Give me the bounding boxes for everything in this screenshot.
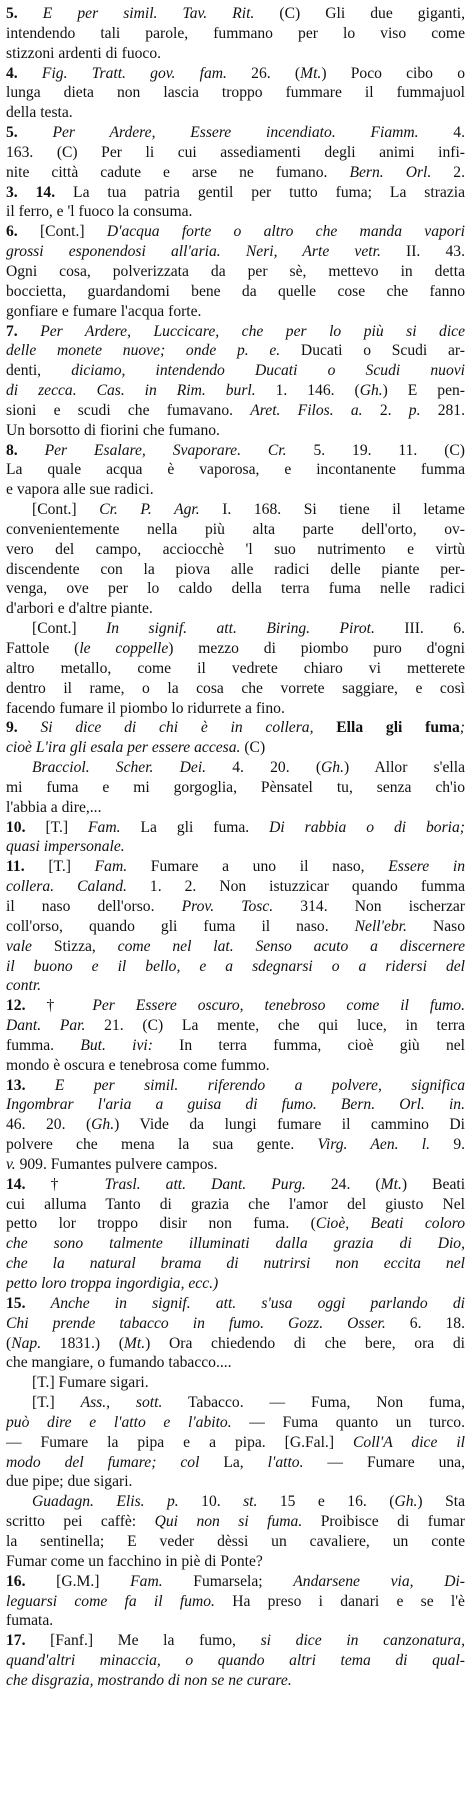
text-span: che la natural brama di nutrirsi non eccita nel <box>6 1255 465 1273</box>
text-line <box>6 857 465 877</box>
text-line <box>6 361 465 381</box>
text-span: Chi prende tabacco in fumo. Gozz. Osser. <box>6 1314 386 1332</box>
text-line <box>6 1532 465 1552</box>
text-line <box>6 1294 465 1314</box>
text-line <box>6 758 465 778</box>
text-line <box>6 619 465 639</box>
text-span: vale <box>6 937 32 955</box>
text-line <box>6 520 465 540</box>
text-line <box>6 222 465 242</box>
text-span: denti, <box>6 362 72 380</box>
text-span: ) mezzo di piombo puro d'ogni <box>168 640 465 657</box>
text-span: E per simil. riferendo a polvere, significa <box>54 1076 465 1094</box>
text-span: [Cont.] <box>32 501 100 519</box>
text-span: collera. Caland. <box>6 878 127 896</box>
text-span: Mt. <box>123 1334 146 1352</box>
text-span: Fumare a uno il naso, <box>127 858 389 876</box>
text-span: II. 43. <box>380 243 465 261</box>
text-span: [Fanf.] Me la fumo, <box>50 1632 261 1650</box>
text-span: Coll'A dice il <box>353 1433 465 1451</box>
text-span: Di rabbia o di boria; <box>269 818 465 836</box>
text-span: 24. ( <box>305 1175 381 1193</box>
text-line <box>6 699 465 719</box>
text-line <box>6 1651 465 1671</box>
sense-number: 8. <box>6 441 45 459</box>
text-span: 1831.) ( <box>41 1334 124 1352</box>
text-span: 6. 18. <box>385 1314 465 1332</box>
text-span: che disgrazia, mostrando di non se ne curare. <box>6 1671 292 1689</box>
text-line <box>6 302 465 322</box>
text-span: In signif. att. Biring. Pirot. <box>106 620 375 638</box>
text-span: Ingombrar l'aria a guisa di fumo. Bern. Orl. in. <box>6 1096 465 1114</box>
sense-number: 5. <box>6 5 43 22</box>
text-line <box>6 441 465 461</box>
text-span: che sono talmente illuminati dalla grazia di Dio, <box>6 1235 465 1253</box>
text-span: 10. <box>178 1493 244 1511</box>
text-line <box>6 1076 465 1096</box>
text-span: cui alluma Tanto di grazia che l'amor del giusto Nel <box>6 1195 465 1213</box>
text-span: Virg. Aen. l. <box>317 1136 431 1154</box>
text-line <box>6 1631 465 1651</box>
text-line <box>6 679 465 699</box>
text-span: [T.] <box>45 818 89 836</box>
text-line <box>6 1433 465 1453</box>
text-span: 4. <box>418 124 465 142</box>
text-line <box>6 1592 465 1612</box>
text-line <box>6 1572 465 1592</box>
text-line <box>6 123 465 143</box>
text-line <box>6 540 465 560</box>
text-span: può dire e l'atto e l'abito. <box>6 1413 232 1431</box>
text-span: Fam. <box>88 818 121 836</box>
text-span: Per Ardere, Luccicare, che per lo più si dice <box>40 322 465 340</box>
text-span: il buono e il bello, e a sdegnarsi o a ridersi del <box>6 957 465 975</box>
text-span: Andarsene via, Di- <box>293 1572 465 1590</box>
text-span: Naso <box>406 917 465 935</box>
text-span: Nap. <box>11 1334 42 1352</box>
text-span: quand'altri minaccia, o quando altri tema di qual- <box>6 1652 465 1670</box>
text-span: Gh. <box>359 382 383 400</box>
text-span: Bracciol. Scher. Dei. <box>32 759 207 777</box>
text-line <box>6 837 465 857</box>
text-line <box>6 1155 465 1175</box>
text-span: v. <box>6 1155 16 1173</box>
text-line <box>6 341 465 361</box>
text-line <box>6 1175 465 1195</box>
text-line <box>6 798 465 818</box>
text-span: Cr. P. Agr. <box>99 501 200 519</box>
text-line <box>6 976 465 996</box>
text-span: p. <box>408 401 421 419</box>
text-span: Fam. <box>94 858 128 876</box>
text-span: 46. 20. ( <box>6 1116 92 1134</box>
text-span: mondo è oscura e tenebrosa come fummo. <box>6 1056 270 1074</box>
text-line <box>6 1611 465 1631</box>
text-span: 909. Fumantes pulvere campos. <box>15 1155 218 1173</box>
sense-number: 7. <box>6 322 41 340</box>
text-span: Trasl. att. Dant. Purg. <box>104 1175 306 1193</box>
text-span: sioni e scudi che fumavano. <box>6 401 251 419</box>
text-span: Ducati o Scudi ar- <box>280 342 465 360</box>
text-span: Per Esalare, Svaporare. Cr. <box>44 441 287 459</box>
dictionary-entry-text <box>6 4 465 1691</box>
text-span: Un borsotto di fiorini che fumano. <box>6 421 220 439</box>
text-line <box>6 1334 465 1354</box>
text-span: La gli fuma. <box>120 818 270 836</box>
text-span: e vapora alle sue radici. <box>6 481 154 499</box>
text-span: Per Essere oscuro, tenebroso come il fumo. <box>92 997 465 1015</box>
text-span: petto lor troppo disir non fuma. ( <box>6 1215 316 1233</box>
text-span: 5. 19. 11. (C) <box>286 441 465 459</box>
text-line <box>6 1671 465 1691</box>
text-line <box>6 64 465 84</box>
text-span: Cioè, Beati coloro <box>315 1215 465 1233</box>
sense-number: 4. <box>6 64 42 82</box>
text-span: Guadagn. Elis. p. <box>32 1493 179 1511</box>
text-line <box>6 83 465 103</box>
text-span: Bern. Orl. <box>349 163 432 181</box>
text-span: 9. <box>430 1136 465 1154</box>
text-span: 163. (C) Per li cui assediamenti degli animi infi- <box>6 143 465 161</box>
text-span: III. 6. <box>374 620 465 638</box>
text-span: Gh. <box>91 1116 115 1134</box>
text-span: cioè L'ira gli esala per essere accesa. <box>6 739 241 757</box>
text-line <box>6 1234 465 1254</box>
text-line <box>6 1393 465 1413</box>
text-span: la sentinella; E veder dèssi un cavaliere, un conte <box>6 1532 465 1550</box>
text-span: Fam. <box>130 1572 163 1590</box>
text-line <box>6 1413 465 1433</box>
text-span: Essere in <box>388 858 465 876</box>
sense-number: Ella gli fuma <box>336 719 460 737</box>
text-line <box>6 381 465 401</box>
text-span: ) Poco cibo o <box>321 64 465 82</box>
text-line <box>6 1135 465 1155</box>
text-span: [T.] <box>32 1394 81 1412</box>
text-span: leguarsi come fa il fumo. <box>6 1592 215 1610</box>
sense-number: 17. <box>6 1632 51 1650</box>
text-span: mi fuma e mi gorgoglia, Pènsatel tu, senza ch'io <box>6 778 465 796</box>
text-span: [G.M.] <box>56 1572 131 1590</box>
text-span: discendente con la piova alle radici delle piante per- <box>6 560 465 578</box>
text-span: † <box>50 1175 105 1193</box>
text-span: [T.] <box>48 858 95 876</box>
text-line <box>6 322 465 342</box>
text-span: — Fumare la pipa e a pipa. [G.Fal.] <box>6 1433 353 1451</box>
text-span: dentro il rame, o la cosa che vorrete saggiare, e così <box>6 679 465 697</box>
text-line <box>6 1453 465 1473</box>
text-line <box>6 262 465 282</box>
text-span: [Cont.] <box>39 223 107 241</box>
text-line <box>6 1314 465 1334</box>
text-line <box>6 4 465 24</box>
text-span: ) Beati <box>401 1175 465 1193</box>
text-span: ) E pen- <box>382 382 465 400</box>
text-span: ( <box>6 1334 12 1352</box>
sense-number: 14. <box>6 1175 51 1193</box>
text-span: I. 168. Si tiene il letame <box>199 501 465 519</box>
sense-number: 5. <box>6 124 53 142</box>
text-span: Fig. Tratt. gov. fam. <box>41 64 227 82</box>
text-span: Si dice di chi è in collera, <box>40 719 337 737</box>
text-span: Stizza, <box>31 937 118 955</box>
text-line <box>6 579 465 599</box>
text-span: 281. <box>420 401 465 419</box>
text-span: boccietta, guardandomi bene da quelle cose che fanno <box>6 282 465 300</box>
text-line <box>6 242 465 262</box>
text-line <box>6 1214 465 1234</box>
text-line <box>6 778 465 798</box>
text-span: Ha preso i danari e se l'è <box>214 1592 465 1610</box>
text-span: il naso dell'orso. <box>6 897 182 915</box>
text-span: nite città cadute e arse ne fumano. <box>6 163 350 181</box>
text-line <box>6 659 465 679</box>
text-span: della testa. <box>6 104 73 122</box>
text-line <box>6 1274 465 1294</box>
text-span: Per Ardere, Essere incendiato. Fiamm. <box>52 124 419 142</box>
sense-number: 11. <box>6 858 49 876</box>
text-line <box>6 877 465 897</box>
text-span: — Fuma quanto un turco. <box>231 1413 465 1431</box>
text-line <box>6 996 465 1016</box>
text-span: Fumar come un facchino in piè di Ponte? <box>6 1552 263 1570</box>
text-span: (C) <box>240 739 266 757</box>
text-span: La, <box>199 1453 268 1471</box>
text-span: But. ivi: <box>80 1036 153 1054</box>
text-span: — Fumare una, <box>303 1453 465 1471</box>
text-span: Gh. <box>321 759 344 777</box>
text-span: venga, ove per lo caldo della terra fuma nelle radici <box>6 580 465 598</box>
text-line <box>6 500 465 520</box>
text-line <box>6 917 465 937</box>
text-line <box>6 639 465 659</box>
text-span: ) Vide da lungi fumare il cammino Di <box>114 1116 465 1134</box>
text-span: ; <box>459 719 465 737</box>
text-span: come nel lat. Senso acuto a discernere <box>117 937 465 955</box>
text-line <box>6 202 465 222</box>
text-line <box>6 937 465 957</box>
text-span: 15 e 16. ( <box>257 1493 395 1511</box>
text-span: Aret. Filos. a. <box>250 401 363 419</box>
text-span: La quale acqua è vaporosa, e incontanente fumma <box>6 461 465 479</box>
text-line <box>6 421 465 441</box>
sense-number: 6. <box>6 223 40 241</box>
text-span: ) Allor s'ella <box>343 759 465 777</box>
text-span: di zecca. Cas. in Rim. burl. <box>6 382 256 400</box>
text-span: 1. 2. Non istuzzicar quando fumma <box>126 878 465 896</box>
text-span: quasi impersonale. <box>6 838 125 856</box>
text-span: 21. (C) La mente, che qui luce, in terra <box>85 1017 465 1035</box>
text-line <box>6 1056 465 1076</box>
text-line <box>6 599 465 619</box>
text-span: [Cont.] <box>32 620 107 638</box>
sense-number: 9. <box>6 719 41 737</box>
text-line <box>6 1195 465 1215</box>
text-line <box>6 1472 465 1492</box>
text-line <box>6 897 465 917</box>
text-span: fumma. <box>6 1036 81 1054</box>
text-span: facendo fumare il piombo lo ridurrete a fino. <box>6 699 285 717</box>
sense-number: 15. <box>6 1294 51 1312</box>
sense-number: 3. 14. <box>6 183 74 201</box>
text-span: La tua patria gentil per tutto fuma; La strazia <box>73 183 465 201</box>
text-span: Nell'ebr. <box>354 917 407 935</box>
text-span: lunga dieta non lascia troppo fummare il fummajuol <box>6 84 465 102</box>
text-span: Mt. <box>380 1175 402 1193</box>
text-span: grossi esponendosi all'aria. Neri, Arte vetr. <box>6 243 381 261</box>
text-line <box>6 1016 465 1036</box>
text-span: polvere che mena la sua gente. <box>6 1136 318 1154</box>
text-span: Gh. <box>394 1493 418 1511</box>
text-line <box>6 1254 465 1274</box>
text-span: convenientemente nella più alta parte dell'orto, ov- <box>6 520 465 538</box>
text-span: † <box>46 997 93 1015</box>
text-span: le coppelle <box>79 640 169 657</box>
text-span: Ogni cosa, polverizzata da per sè, mettevo in detta <box>6 262 465 280</box>
text-span: scritto pei caffè: <box>6 1513 155 1531</box>
sense-number: 10. <box>6 818 46 836</box>
text-line <box>6 957 465 977</box>
text-line <box>6 480 465 500</box>
text-span: contr. <box>6 977 42 995</box>
text-line <box>6 1512 465 1532</box>
text-span: fumata. <box>6 1612 54 1630</box>
text-line <box>6 1373 465 1393</box>
text-span: coll'orso, quando gli fuma il naso. <box>6 917 355 935</box>
text-span: l'abbia a dire,... <box>6 798 102 816</box>
text-span: il ferro, e 'l fuoco la consuma. <box>6 203 193 221</box>
text-span: E per simil. Tav. Rit. <box>42 5 255 22</box>
text-span: 4. 20. ( <box>206 759 322 777</box>
text-line <box>6 44 465 64</box>
text-line <box>6 1036 465 1056</box>
text-line <box>6 738 465 758</box>
text-span: ) Sta <box>417 1493 465 1511</box>
text-span: delle monete nuove; onde p. e. <box>6 342 281 360</box>
text-span: 2. <box>362 401 409 419</box>
text-line <box>6 1492 465 1512</box>
text-span: Anche in signif. att. s'usa oggi parlando di <box>50 1294 465 1312</box>
text-span: diciamo, intendendo Ducati o Scudi nuovi <box>71 362 465 380</box>
text-span: ) Ora chiedendo di che bere, ora di <box>145 1334 465 1352</box>
text-span: In terra fumma, cioè giù nel <box>152 1036 465 1054</box>
text-span: D'acqua forte o altro che manda vapori <box>106 223 465 241</box>
text-line <box>6 143 465 163</box>
text-span: intendendo tali parole, fummano per lo viso come <box>6 24 465 42</box>
text-line <box>6 24 465 44</box>
text-span: 314. Non ischerzar <box>273 897 465 915</box>
text-line <box>6 103 465 123</box>
text-line <box>6 818 465 838</box>
text-span: 26. ( <box>226 64 301 82</box>
text-line <box>6 1552 465 1572</box>
text-span: Proibisce di fumar <box>302 1513 465 1531</box>
text-span: modo del fumare; col <box>6 1453 200 1471</box>
sense-number: 13. <box>6 1076 55 1094</box>
text-span: Mt. <box>300 64 322 82</box>
text-span: gonfiare e fumare l'acqua forte. <box>6 302 202 320</box>
text-span: vero del campo, acciocchè 'l suo nutrimento e virtù <box>6 540 465 558</box>
text-line <box>6 718 465 738</box>
text-line <box>6 560 465 580</box>
sense-number: 12. <box>6 997 47 1015</box>
text-span: l'atto. <box>267 1453 304 1471</box>
text-span: [T.] Fumare sigari. <box>32 1374 149 1392</box>
text-span: Prov. Tosc. <box>181 897 274 915</box>
text-span: (C) Gli due giganti, <box>254 5 465 22</box>
text-line <box>6 1115 465 1135</box>
text-line <box>6 163 465 183</box>
text-line <box>6 460 465 480</box>
text-span: Tabacco. — Fuma, Non fuma, <box>162 1394 465 1412</box>
text-line <box>6 1095 465 1115</box>
text-span: si dice in canzonatura, <box>260 1632 465 1650</box>
sense-number: 16. <box>6 1572 57 1590</box>
text-span: Fattole ( <box>6 640 80 657</box>
text-span: 2. <box>431 163 465 181</box>
text-span: Qui non si fuma. <box>154 1513 303 1531</box>
text-span: due pipe; due sigari. <box>6 1473 133 1491</box>
text-span: stizzoni ardenti di fuoco. <box>6 44 162 62</box>
text-line <box>6 183 465 203</box>
text-span: petto loro troppa ingordigia, ecc.) <box>6 1275 219 1292</box>
text-span: che mangiare, o fumando tabacco.... <box>6 1354 232 1372</box>
text-span: Fumarsela; <box>162 1572 294 1590</box>
text-span: d'arbori e d'altre piante. <box>6 600 153 618</box>
text-span: altro metallo, come il vedrete chiaro vi metterete <box>6 659 465 677</box>
text-span: Dant. Par. <box>6 1017 86 1035</box>
text-line <box>6 401 465 421</box>
text-span: 1. 146. ( <box>255 382 360 400</box>
text-span: st. <box>243 1493 258 1511</box>
text-line <box>6 282 465 302</box>
text-span: Ass., sott. <box>80 1394 163 1412</box>
text-line <box>6 1353 465 1373</box>
